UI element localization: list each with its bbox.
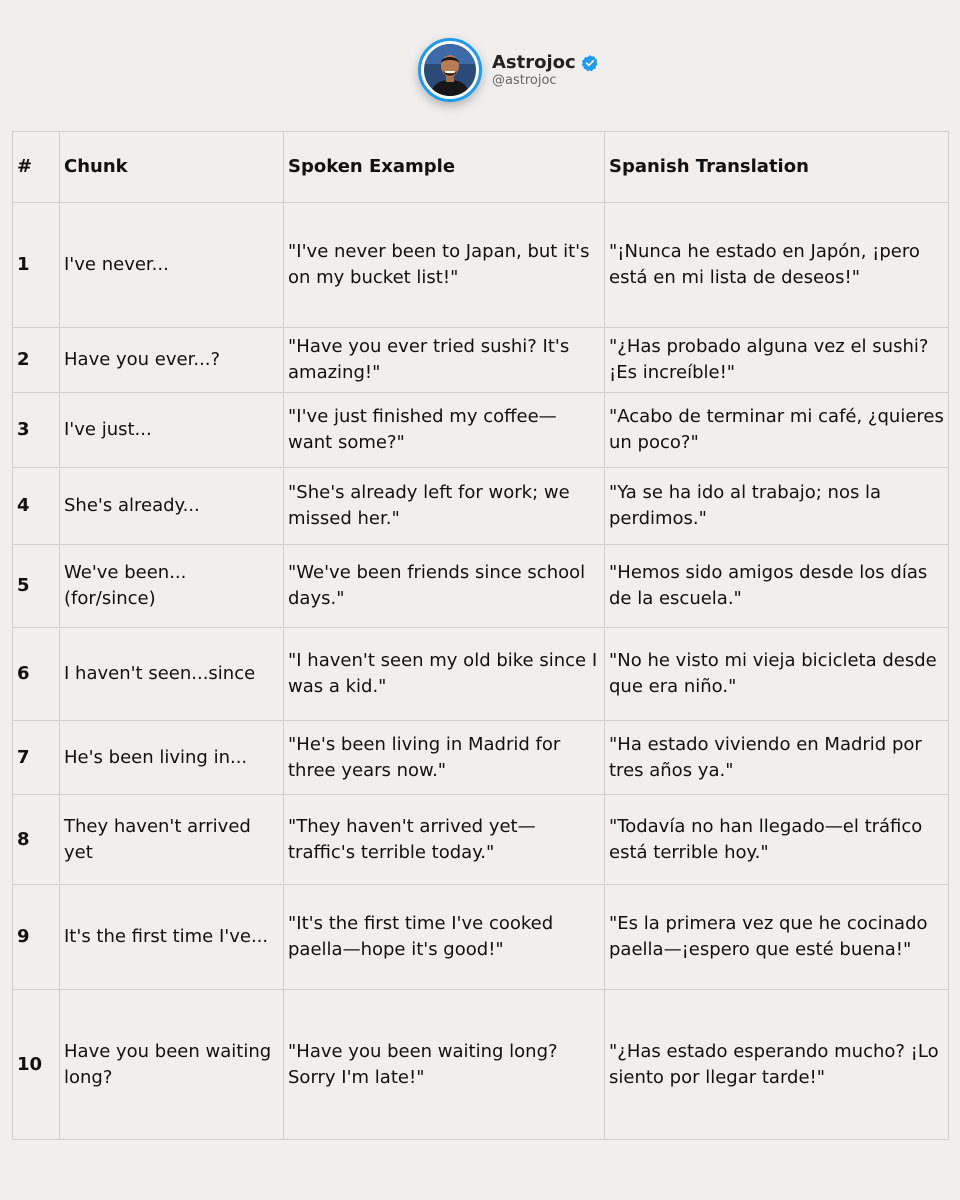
chunk-cell: Have you been waiting long?: [60, 990, 284, 1140]
avatar: [418, 38, 482, 102]
chunk-cell: I haven't seen...since: [60, 628, 284, 721]
table-row: [13, 885, 949, 990]
table-row: [13, 795, 949, 885]
table-row: [13, 393, 949, 468]
chunk-cell: They haven't arrived yet: [60, 795, 284, 885]
translation-cell: "Acabo de terminar mi café, ¿quieres un poco?": [605, 393, 949, 468]
row-number: 7: [13, 721, 60, 795]
translation-cell: "No he visto mi vieja bicicleta desde que era niño.": [605, 628, 949, 721]
translation-cell: "Es la primera vez que he cocinado paella—¡espero que esté buena!": [605, 885, 949, 990]
example-cell: "It's the first time I've cooked paella—hope it's good!": [284, 885, 605, 990]
phrase-table: [12, 131, 949, 1140]
example-cell: "He's been living in Madrid for three years now.": [284, 721, 605, 795]
translation-cell: "Ha estado viviendo en Madrid por tres años ya.": [605, 721, 949, 795]
table-row: [13, 203, 949, 328]
example-cell: "We've been friends since school days.": [284, 545, 605, 628]
chunk-cell: I've never...: [60, 203, 284, 328]
example-cell: "I've never been to Japan, but it's on my bucket list!": [284, 203, 605, 328]
row-number: 4: [13, 468, 60, 545]
translation-cell: "¿Has estado esperando mucho? ¡Lo siento por llegar tarde!": [605, 990, 949, 1140]
header-spanish-translation: Spanish Translation: [605, 132, 949, 203]
example-cell: "I haven't seen my old bike since I was a kid.": [284, 628, 605, 721]
row-number: 3: [13, 393, 60, 468]
translation-cell: "Todavía no han llegado—el tráfico está terrible hoy.": [605, 795, 949, 885]
example-cell: "She's already left for work; we missed her.": [284, 468, 605, 545]
table-row: [13, 468, 949, 545]
example-cell: "I've just finished my coffee—want some?": [284, 393, 605, 468]
row-number: 6: [13, 628, 60, 721]
translation-cell: "Hemos sido amigos desde los días de la escuela.": [605, 545, 949, 628]
profile-handle: @astrojoc: [492, 72, 557, 88]
chunk-cell: It's the first time I've...: [60, 885, 284, 990]
row-number: 9: [13, 885, 60, 990]
profile-header: [418, 38, 599, 102]
header-chunk: Chunk: [60, 132, 284, 203]
table-row: [13, 721, 949, 795]
example-cell: "Have you been waiting long? Sorry I'm late!": [284, 990, 605, 1140]
table-header-row: [13, 132, 949, 203]
row-number: 5: [13, 545, 60, 628]
translation-cell: "Ya se ha ido al trabajo; nos la perdimos.": [605, 468, 949, 545]
avatar-portrait-icon: [424, 44, 476, 96]
example-cell: "Have you ever tried sushi? It's amazing!": [284, 328, 605, 393]
row-number: 1: [13, 203, 60, 328]
header-number: #: [13, 132, 60, 203]
chunk-cell: Have you ever...?: [60, 328, 284, 393]
table-row: [13, 990, 949, 1140]
table-row: [13, 628, 949, 721]
row-number: 10: [13, 990, 60, 1140]
header-spoken-example: Spoken Example: [284, 132, 605, 203]
chunk-cell: She's already...: [60, 468, 284, 545]
table-row: [13, 328, 949, 393]
chunk-cell: I've just...: [60, 393, 284, 468]
example-cell: "They haven't arrived yet—traffic's terrible today.": [284, 795, 605, 885]
row-number: 8: [13, 795, 60, 885]
chunk-cell: He's been living in...: [60, 721, 284, 795]
translation-cell: "¿Has probado alguna vez el sushi? ¡Es increíble!": [605, 328, 949, 393]
chunk-cell: We've been... (for/since): [60, 545, 284, 628]
profile-name: Astrojoc: [492, 51, 576, 73]
table-row: [13, 545, 949, 628]
row-number: 2: [13, 328, 60, 393]
translation-cell: "¡Nunca he estado en Japón, ¡pero está en mi lista de deseos!": [605, 203, 949, 328]
verified-badge-icon: [581, 54, 599, 72]
